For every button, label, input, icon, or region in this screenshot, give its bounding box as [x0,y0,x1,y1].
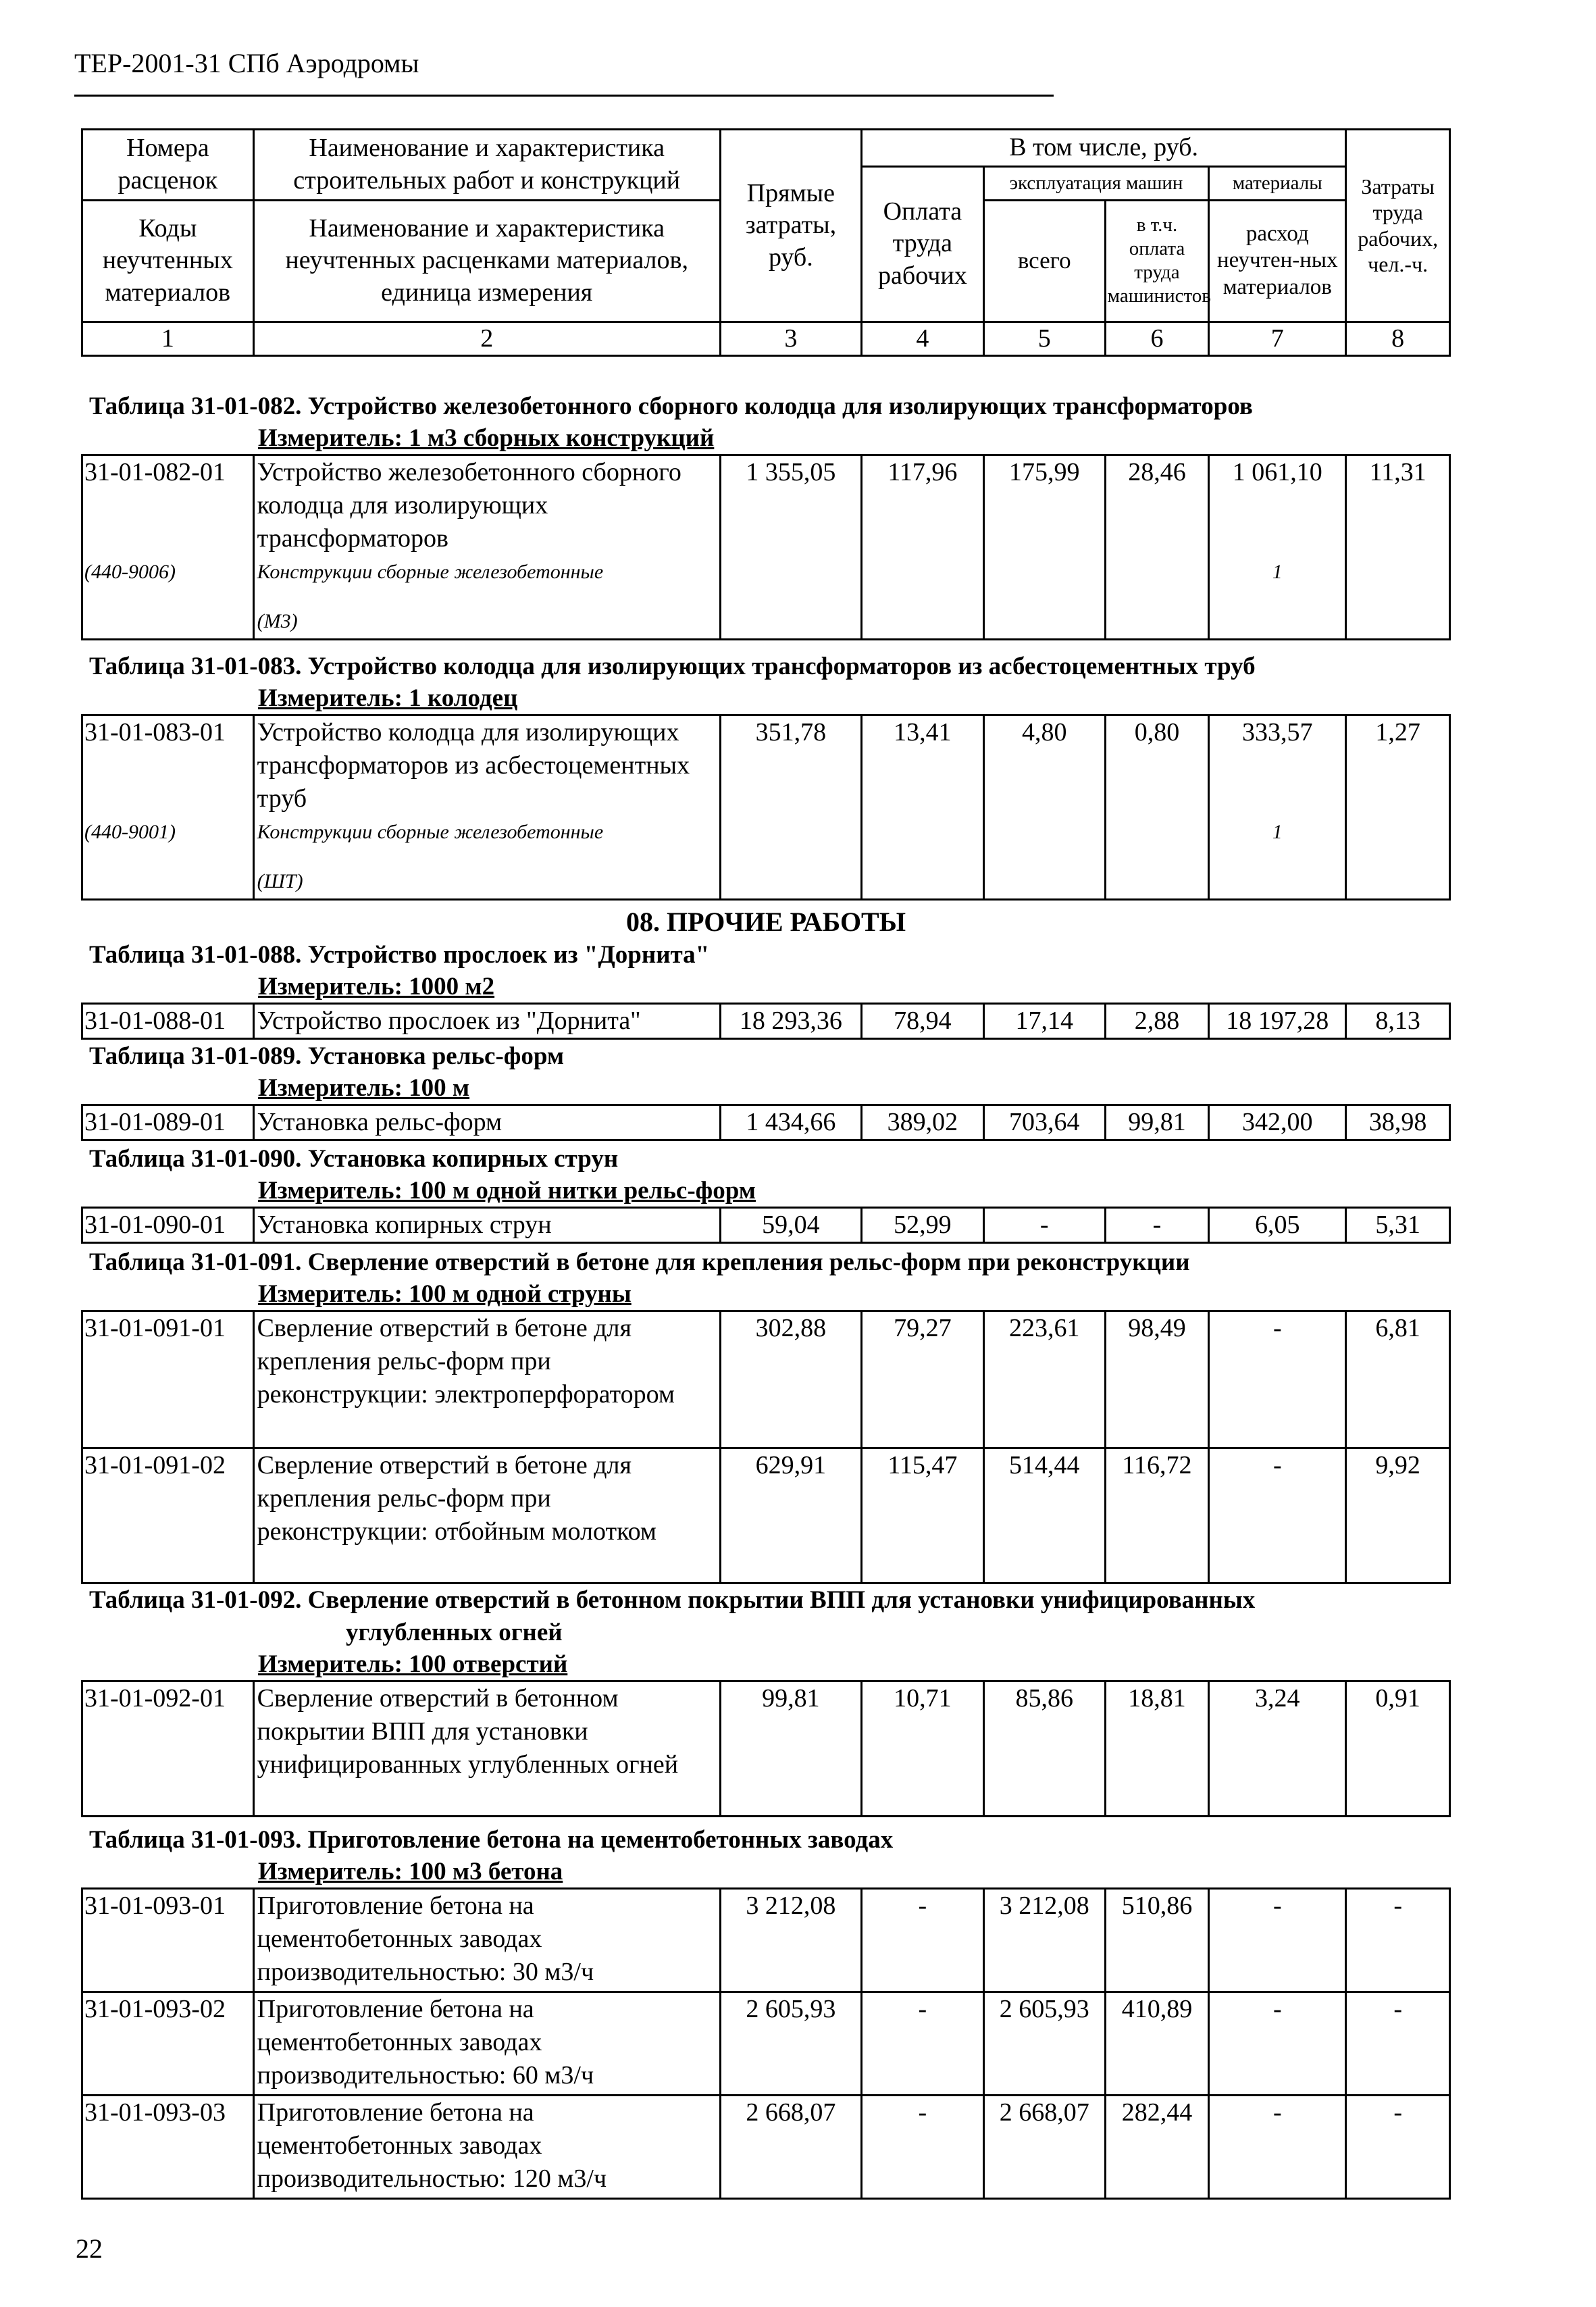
rate-code-cell: 31-01-088-01 [82,1004,254,1039]
machines-total-cell: 703,64 [983,1105,1105,1140]
material-code: (440-9001) [84,821,176,843]
direct-costs-cell: 2 668,07 [720,2096,861,2199]
header-direct-costs: Прямые затраты, руб. [720,130,861,322]
materials-cell: - [1209,1992,1346,2096]
header-col-number: 5 [983,322,1105,356]
table-caption: Таблица 31-01-090. Установка копирных струн [89,1145,619,1173]
table-caption: Таблица 31-01-088. Устройство прослоек из "Дорнита" [89,941,710,969]
rate-code-cell: 31-01-083-01 (440-9001) [82,715,254,900]
header-including-group: В том числе, руб. [861,130,1345,167]
table-row [82,715,1450,900]
section-31-01-089 [81,1040,1451,1141]
table-row [82,1311,1450,1448]
machines-total-cell: - [983,1208,1105,1243]
machines-total-cell: 85,86 [983,1681,1105,1817]
table-caption: Таблица 31-01-093. Приготовление бетона на цементобетонных заводах [89,1826,894,1854]
rate-name-cell: Приготовление бетона на цементобетонных заводах производительностью: 60 м3/ч [253,1992,720,2096]
rate-name-cell: Приготовление бетона на цементобетонных заводах производительностью: 30 м3/ч [253,1889,720,1992]
section-31-01-093 [81,1824,1451,2200]
labor-pay-cell: - [861,1992,983,2096]
labor-hours-cell: 5,31 [1346,1208,1450,1243]
direct-costs-cell: 629,91 [720,1448,861,1583]
direct-costs-cell: 3 212,08 [720,1889,861,1992]
direct-costs-cell: 59,04 [720,1208,861,1243]
materials-cell: - [1209,2096,1346,2199]
direct-costs-cell: 99,81 [720,1681,861,1817]
rate-name-cell: Устройство железобетонного сборного колодца для изолирующих трансформаторов Конструкции сборные железобетонные (М3) [253,455,720,640]
materials-cell: 1 061,10 1 [1209,455,1346,640]
labor-pay-cell: 115,47 [861,1448,983,1583]
rates-table [81,1887,1451,2200]
rates-table [81,1310,1451,1584]
machinist-pay-cell: 2,88 [1105,1004,1209,1039]
materials-cell: 333,57 1 [1209,715,1346,900]
table-row [82,1992,1450,2096]
direct-costs-cell: 18 293,36 [720,1004,861,1039]
section-31-01-091 [81,1246,1451,1584]
machinist-pay-cell: 98,49 [1105,1311,1209,1448]
machinist-pay-cell: 18,81 [1105,1681,1209,1817]
rate-code-cell: 31-01-091-01 [82,1311,254,1448]
header-machinist-pay: в т.ч. оплата труда машинистов [1105,200,1209,322]
material-name: Конструкции сборные железобетонные [257,821,604,843]
measure-unit: Измеритель: 1 м3 сборных конструкций [258,424,715,452]
materials-cell: 6,05 [1209,1208,1346,1243]
materials-cell: 342,00 [1209,1105,1346,1140]
rate-code-cell: 31-01-082-01 (440-9006) [82,455,254,640]
labor-hours-cell: 38,98 [1346,1105,1450,1140]
direct-costs-cell: 351,78 [720,715,861,900]
rate-name-cell: Установка рельс-форм [253,1105,720,1140]
header-machines: эксплуатация машин [983,166,1208,200]
measure-unit: Измеритель: 100 м одной нитки рельс-форм [258,1177,756,1205]
machines-total-cell: 514,44 [983,1448,1105,1583]
direct-costs-cell: 2 605,93 [720,1992,861,2096]
machinist-pay-cell: 116,72 [1105,1448,1209,1583]
table-row [82,1889,1450,1992]
material-code: (440-9006) [84,561,176,583]
table-row [82,1208,1450,1243]
rates-table [81,454,1451,640]
materials-cell: - [1209,1448,1346,1583]
materials-cell: - [1209,1311,1346,1448]
table-row [82,1004,1450,1039]
rate-code-cell: 31-01-093-03 [82,2096,254,2199]
labor-hours-cell: 1,27 [1346,715,1450,900]
measure-unit: Измеритель: 100 м [258,1074,470,1102]
header-rule [74,95,1054,97]
header-rate-numbers: Номера расценок [82,130,254,201]
rate-name-cell: Сверление отверстий в бетоне для крепления рельс-форм при реконструкции: электроперфоратором [253,1311,720,1448]
labor-hours-cell: - [1346,1992,1450,2096]
rate-code-cell: 31-01-092-01 [82,1681,254,1817]
rate-name-cell: Устройство прослоек из "Дорнита" [253,1004,720,1039]
table-row [82,1681,1450,1817]
header-col-number: 8 [1346,322,1450,356]
section-title: 08. ПРОЧИЕ РАБОТЫ [625,907,906,937]
measure-unit: Измеритель: 100 отверстий [258,1650,568,1678]
section-31-01-083 [81,651,1451,901]
labor-pay-cell: 10,71 [861,1681,983,1817]
material-name: Конструкции сборные железобетонные [257,561,604,583]
measure-unit: Измеритель: 100 м одной струны [258,1280,632,1308]
machinist-pay-cell: 410,89 [1105,1992,1209,2096]
machinist-pay-cell: 282,44 [1105,2096,1209,2199]
machines-total-cell: 175,99 [983,455,1105,640]
labor-pay-cell: 117,96 [861,455,983,640]
direct-costs-cell: 302,88 [720,1311,861,1448]
table-caption: Таблица 31-01-092. Сверление отверстий в бетонном покрытии ВПП для установки унифицированных углубленных огней [89,1586,1256,1646]
table-row [82,1105,1450,1140]
header-labor-pay: Оплата труда рабочих [861,166,983,322]
column-header-table [81,128,1451,357]
table-caption: Таблица 31-01-089. Установка рельс-форм [89,1042,565,1070]
header-material-codes: Коды неучтенных материалов [82,200,254,322]
material-unit: (М3) [257,610,298,632]
section-31-01-092 [81,1584,1451,1817]
labor-pay-cell: 79,27 [861,1311,983,1448]
table-row [82,2096,1450,2199]
rate-name-cell: Сверление отверстий в бетонном покрытии ВПП для установки унифицированных углубленных огней [253,1681,720,1817]
machinist-pay-cell: - [1105,1208,1209,1243]
header-col-number: 1 [82,322,254,356]
machines-total-cell: 223,61 [983,1311,1105,1448]
table-caption: Таблица 31-01-082. Устройство железобетонного сборного колодца для изолирующих трансформаторов [89,392,1253,420]
header-col-number: 4 [861,322,983,356]
labor-pay-cell: 78,94 [861,1004,983,1039]
header-materials: материалы [1209,166,1346,200]
direct-costs-cell: 1 355,05 [720,455,861,640]
header-machines-total: всего [983,200,1105,322]
header-col-number: 2 [253,322,720,356]
machines-total-cell: 17,14 [983,1004,1105,1039]
measure-unit: Измеритель: 1000 м2 [258,973,495,1000]
machines-total-cell: 2 668,07 [983,2096,1105,2199]
rates-table [81,1003,1451,1040]
labor-hours-cell: 11,31 [1346,455,1450,640]
direct-costs-cell: 1 434,66 [720,1105,861,1140]
header-unaccounted-materials: расход неучтен-ных материалов [1209,200,1346,322]
section-31-01-082 [81,390,1451,640]
rate-name-cell: Установка копирных струн [253,1208,720,1243]
rates-table [81,1207,1451,1244]
header-work-name: Наименование и характеристика строительных работ и конструкций [253,130,720,201]
materials-cell: 3,24 [1209,1681,1346,1817]
rate-name-cell: Приготовление бетона на цементобетонных заводах производительностью: 120 м3/ч [253,2096,720,2199]
measure-unit: Измеритель: 100 м3 бетона [258,1858,563,1885]
header-labor-hours: Затраты труда рабочих, чел.-ч. [1346,130,1450,322]
material-unit: (ШТ) [257,870,303,892]
rate-name-cell: Устройство колодца для изолирующих трансформаторов из асбестоцементных труб Конструкции сборные железобетонные (ШТ) [253,715,720,900]
section-31-01-090 [81,1143,1451,1244]
material-quantity: 1 [1272,561,1283,583]
header-col-number: 3 [720,322,861,356]
measure-unit: Измеритель: 1 колодец [258,684,518,712]
table-caption: Таблица 31-01-091. Сверление отверстий в бетоне для крепления рельс-форм при реконструкции [89,1248,1190,1276]
rate-code-cell: 31-01-093-01 [82,1889,254,1992]
header-col-number: 6 [1105,322,1209,356]
labor-hours-cell: 6,81 [1346,1311,1450,1448]
machinist-pay-cell: 99,81 [1105,1105,1209,1140]
rates-table [81,714,1451,901]
rate-code-cell: 31-01-091-02 [82,1448,254,1583]
labor-hours-cell: - [1346,1889,1450,1992]
machines-total-cell: 2 605,93 [983,1992,1105,2096]
header-col-number: 7 [1209,322,1346,356]
labor-pay-cell: 389,02 [861,1105,983,1140]
labor-pay-cell: 13,41 [861,715,983,900]
labor-hours-cell: 9,92 [1346,1448,1450,1583]
materials-cell: - [1209,1889,1346,1992]
section-31-01-088 [81,905,1451,1040]
table-caption: Таблица 31-01-083. Устройство колодца для изолирующих трансформаторов из асбестоцементных труб [89,653,1256,680]
labor-pay-cell: 52,99 [861,1208,983,1243]
materials-cell: 18 197,28 [1209,1004,1346,1039]
machinist-pay-cell: 510,86 [1105,1889,1209,1992]
labor-hours-cell: 0,91 [1346,1681,1450,1817]
document-title: ТЕР-2001-31 СПб Аэродромы [74,48,419,78]
rates-table [81,1104,1451,1141]
rates-table [81,1680,1451,1817]
rate-code-cell: 31-01-090-01 [82,1208,254,1243]
machinist-pay-cell: 28,46 [1105,455,1209,640]
page-number: 22 [76,2233,103,2264]
table-row [82,1448,1450,1583]
labor-hours-cell: 8,13 [1346,1004,1450,1039]
machines-total-cell: 3 212,08 [983,1889,1105,1992]
table-row [82,455,1450,640]
labor-pay-cell: - [861,1889,983,1992]
machines-total-cell: 4,80 [983,715,1105,900]
machinist-pay-cell: 0,80 [1105,715,1209,900]
material-quantity: 1 [1272,821,1283,843]
rate-code-cell: 31-01-089-01 [82,1105,254,1140]
header-material-name: Наименование и характеристика неучтенных расценками материалов, единица измерения [253,200,720,322]
labor-hours-cell: - [1346,2096,1450,2199]
rate-code-cell: 31-01-093-02 [82,1992,254,2096]
labor-pay-cell: - [861,2096,983,2199]
rate-name-cell: Сверление отверстий в бетоне для крепления рельс-форм при реконструкции: отбойным молотком [253,1448,720,1583]
